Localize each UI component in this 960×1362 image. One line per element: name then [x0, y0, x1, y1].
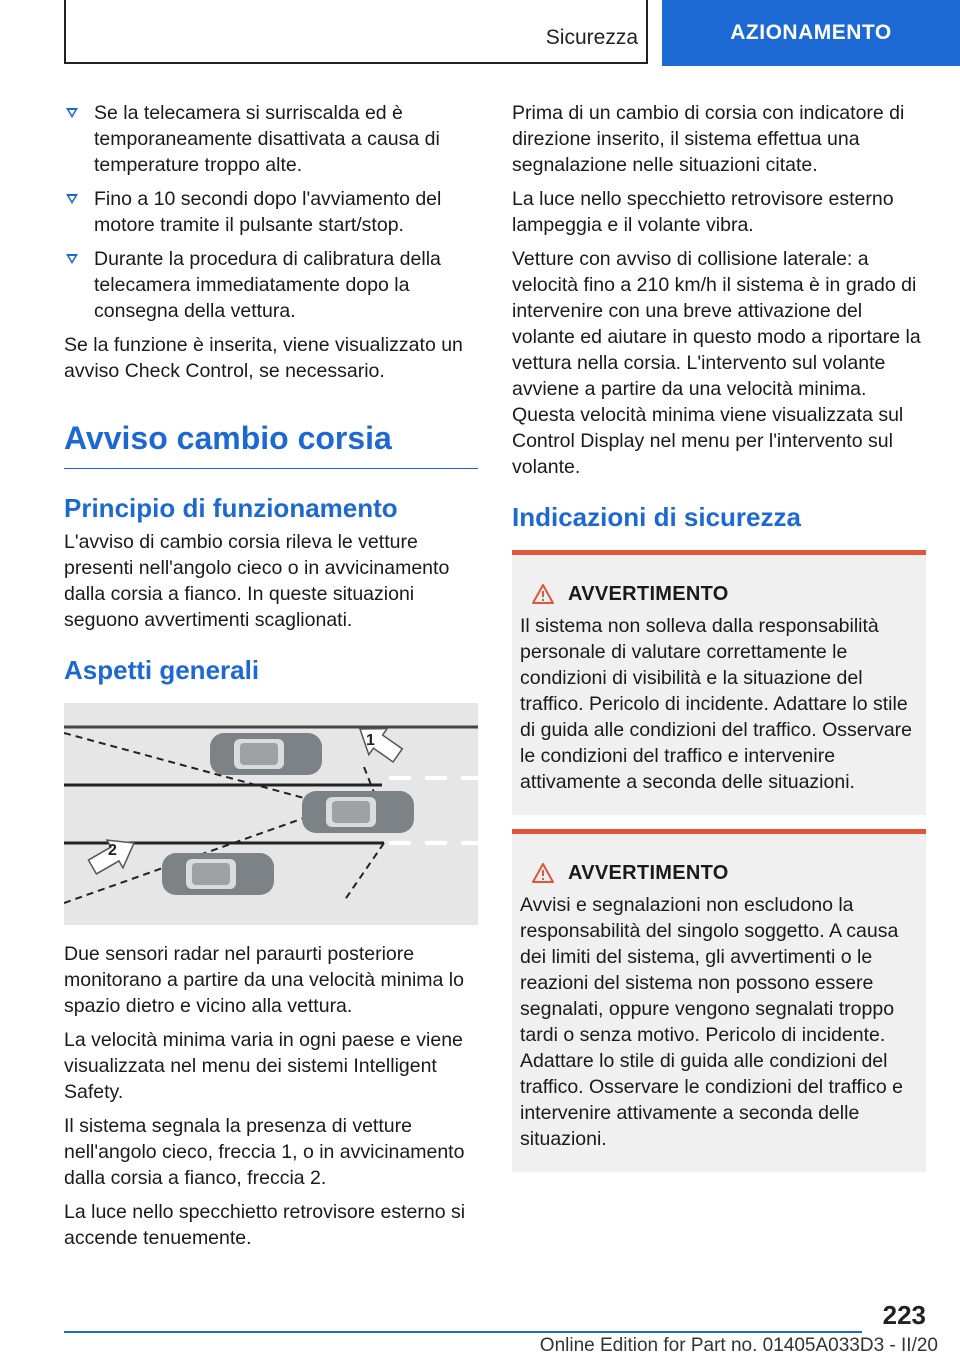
paragraph: La luce nello specchietto retrovisore esterno lampeggia e il volante vibra.: [512, 188, 894, 236]
triangle-bullet-icon: [66, 254, 78, 264]
paragraph: La velocità minima varia in ogni paese e viene visualizzata nel menu dei sistemi Intelligent Safety.: [64, 1029, 463, 1103]
paragraph: La luce nello specchietto retrovisore esterno si accende tenuemente.: [64, 1201, 466, 1249]
arrow-1-label: 1: [366, 732, 375, 749]
lane-change-illustration: [64, 703, 478, 925]
paragraph: Il sistema segnala la presenza di vetture nell'angolo cieco, freccia 1, o in avvicinamento dalla corsia a fianco, freccia 2.: [64, 1115, 465, 1189]
left-column: [64, 100, 478, 1259]
arrow-2-label: 2: [108, 842, 117, 859]
triangle-bullet-icon: [66, 194, 78, 204]
warning-title: AVVERTIMENTO: [568, 862, 729, 884]
list-item: [64, 100, 478, 178]
warning-text: Avvisi e segnalazioni non escludono la responsabilità del singolo soggetto. A causa dei limiti del sistema, gli avvertimenti o le reazioni del sistema non possono essere segnalati, oppure vengono segnalati troppo tardi o senza motivo. Pericolo di incidente. Adattare lo stile di guida alle condizioni del traffico. Osservare le condizioni del traffico e intervenire attivamente a seconda delle situazioni.: [520, 894, 903, 1150]
warning-box: [512, 829, 926, 1172]
right-column: [512, 100, 926, 1172]
warning-header: [532, 581, 918, 607]
subsection-heading-safety: Indicazioni di sicurezza: [512, 502, 801, 532]
list-item-text: Fino a 10 secondi dopo l'avviamento del motore tramite il pulsante start/stop.: [94, 188, 442, 236]
subsection-heading-principle: Principio di funzionamento: [64, 493, 398, 523]
warning-text: Il sistema non solleva dalla responsabilità personale di valutare correttamente le condizioni di visibilità e la situazione del traffico. Pericolo di incidente. Adattare lo stile di guida alle condizioni del traffico. Osservare le condizioni del traffico e intervenire attivamente a seconda delle situazioni.: [520, 615, 913, 793]
paragraph: Prima di un cambio di corsia con indicatore di direzione inserito, il sistema effettua una segnalazione nelle situazioni citate.: [512, 102, 905, 176]
warning-title: AVVERTIMENTO: [568, 583, 729, 605]
list-item-text: Durante la procedura di calibratura della telecamera immediatamente dopo la consegna della vettura.: [94, 248, 441, 322]
paragraph: Due sensori radar nel paraurti posteriore monitorano a partire da una velocità minima lo spazio dietro e vicino alla vettura.: [64, 943, 464, 1017]
paragraph-principle: L'avviso di cambio corsia rileva le vetture presenti nell'angolo cieco o in avvicinamento dalla corsia a fianco. In queste situazioni seguono avvertimenti scaglionati.: [64, 531, 450, 631]
subsection-heading-general: Aspetti generali: [64, 655, 260, 685]
paragraph-check-control: Se la funzione è inserita, viene visualizzato un avviso Check Control, se necessario.: [64, 334, 463, 382]
header-section-title: Sicurezza: [545, 26, 638, 49]
paragraph: Vetture con avviso di collisione laterale: a velocità fino a 210 km/h il sistema è in grado di intervenire con una breve attivazione del volante ed aiutare in questo modo a riportare la vettura nella corsia. L'intervento sul volante avviene a partire da una velocità minima. Questa velocità minima viene visualizzata sul Control Display nel menu per l'intervento sul volante.: [512, 248, 921, 478]
triangle-bullet-icon: [66, 108, 78, 118]
list-item: [64, 186, 478, 238]
footer-edition-link[interactable]: Online Edition for Part no. 01405A033D3 - II/20: [539, 1335, 938, 1356]
section-heading: Avviso cambio corsia: [64, 418, 478, 469]
list-item: [64, 246, 478, 324]
list-item-text: Se la telecamera si surriscalda ed è temporaneamente disattivata a causa di temperature troppo alte.: [94, 102, 440, 176]
page-number: 223: [882, 1300, 926, 1330]
warning-triangle-icon: [532, 863, 554, 883]
warning-triangle-icon: [532, 584, 554, 604]
header-chapter-tab[interactable]: AZIONAMENTO: [662, 0, 960, 66]
footer-divider: [64, 1331, 862, 1333]
warning-header: [532, 860, 918, 886]
warning-box: [512, 550, 926, 815]
